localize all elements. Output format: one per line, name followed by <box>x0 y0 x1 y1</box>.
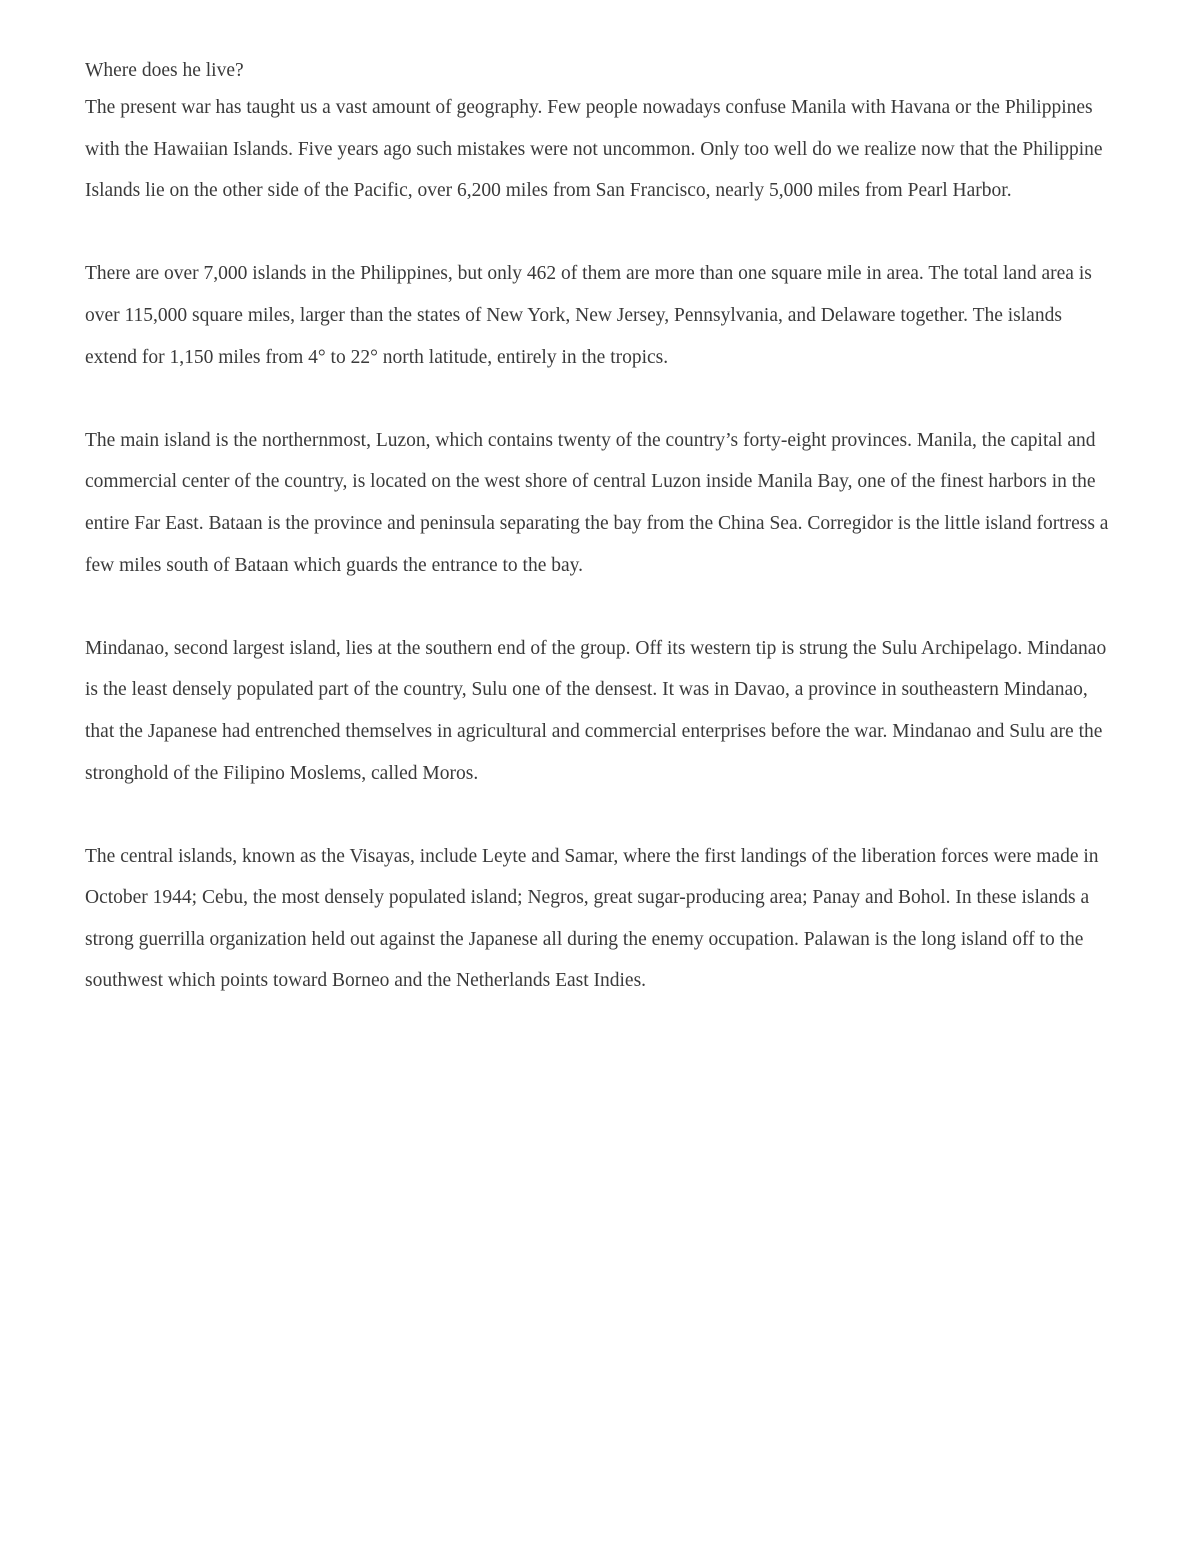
paragraph-islands-area: There are over 7,000 islands in the Philippines, but only 462 of them are more than one square mile in area. The total land area is over 115,000 square miles, larger than the states of New York, New Jersey, Pennsylvania, and Delaware together. The islands extend for 1,150 miles from 4° to 22° north latitude, entirely in the tropics. <box>85 263 1092 368</box>
paragraph-luzon: The main island is the northernmost, Luzon, which contains twenty of the country’s forty-eight provinces. Manila, the capital and commercial center of the country, is located on the west shore of central Luzon inside Manila Bay, one of the finest harbors in the entire Far East. Bataan is the province and peninsula separating the bay from the China Sea. Corregidor is the little island fortress a few miles south of Bataan which guards the entrance to the bay. <box>85 429 1109 576</box>
paragraph-geography-intro: The present war has taught us a vast amount of geography. Few people nowadays confuse Manila with Havana or the Philippines with the Hawaiian Islands. Five years ago such mistakes were not uncommon. Only too well do we realize now that the Philippine Islands lie on the other side of the Pacific, over 6,200 miles from San Francisco, nearly 5,000 miles from Pearl Harbor. <box>85 97 1103 202</box>
paragraph-visayas: The central islands, known as the Visayas, include Leyte and Samar, where the first landings of the liberation forces were made in October 1944; Cebu, the most densely populated island; Negros, great sugar-producing area; Panay and Bohol. In these islands a strong guerrilla organization held out against the Japanese all during the enemy occupation. Palawan is the long island off to the southwest which points toward Borneo and the Netherlands East Indies. <box>85 845 1099 992</box>
paragraph-mindanao: Mindanao, second largest island, lies at the southern end of the group. Off its western tip is strung the Sulu Archipelago. Mindanao is the least densely populated part of the country, Sulu one of the densest. It was in Davao, a province in southeastern Mindanao, that the Japanese had entrenched themselves in agricultural and commercial enterprises before the war. Mindanao and Sulu are the stronghold of the Filipino Moslems, called Moros. <box>85 637 1107 784</box>
document-body <box>85 55 1115 1044</box>
document-heading: Where does he live? <box>85 60 244 81</box>
